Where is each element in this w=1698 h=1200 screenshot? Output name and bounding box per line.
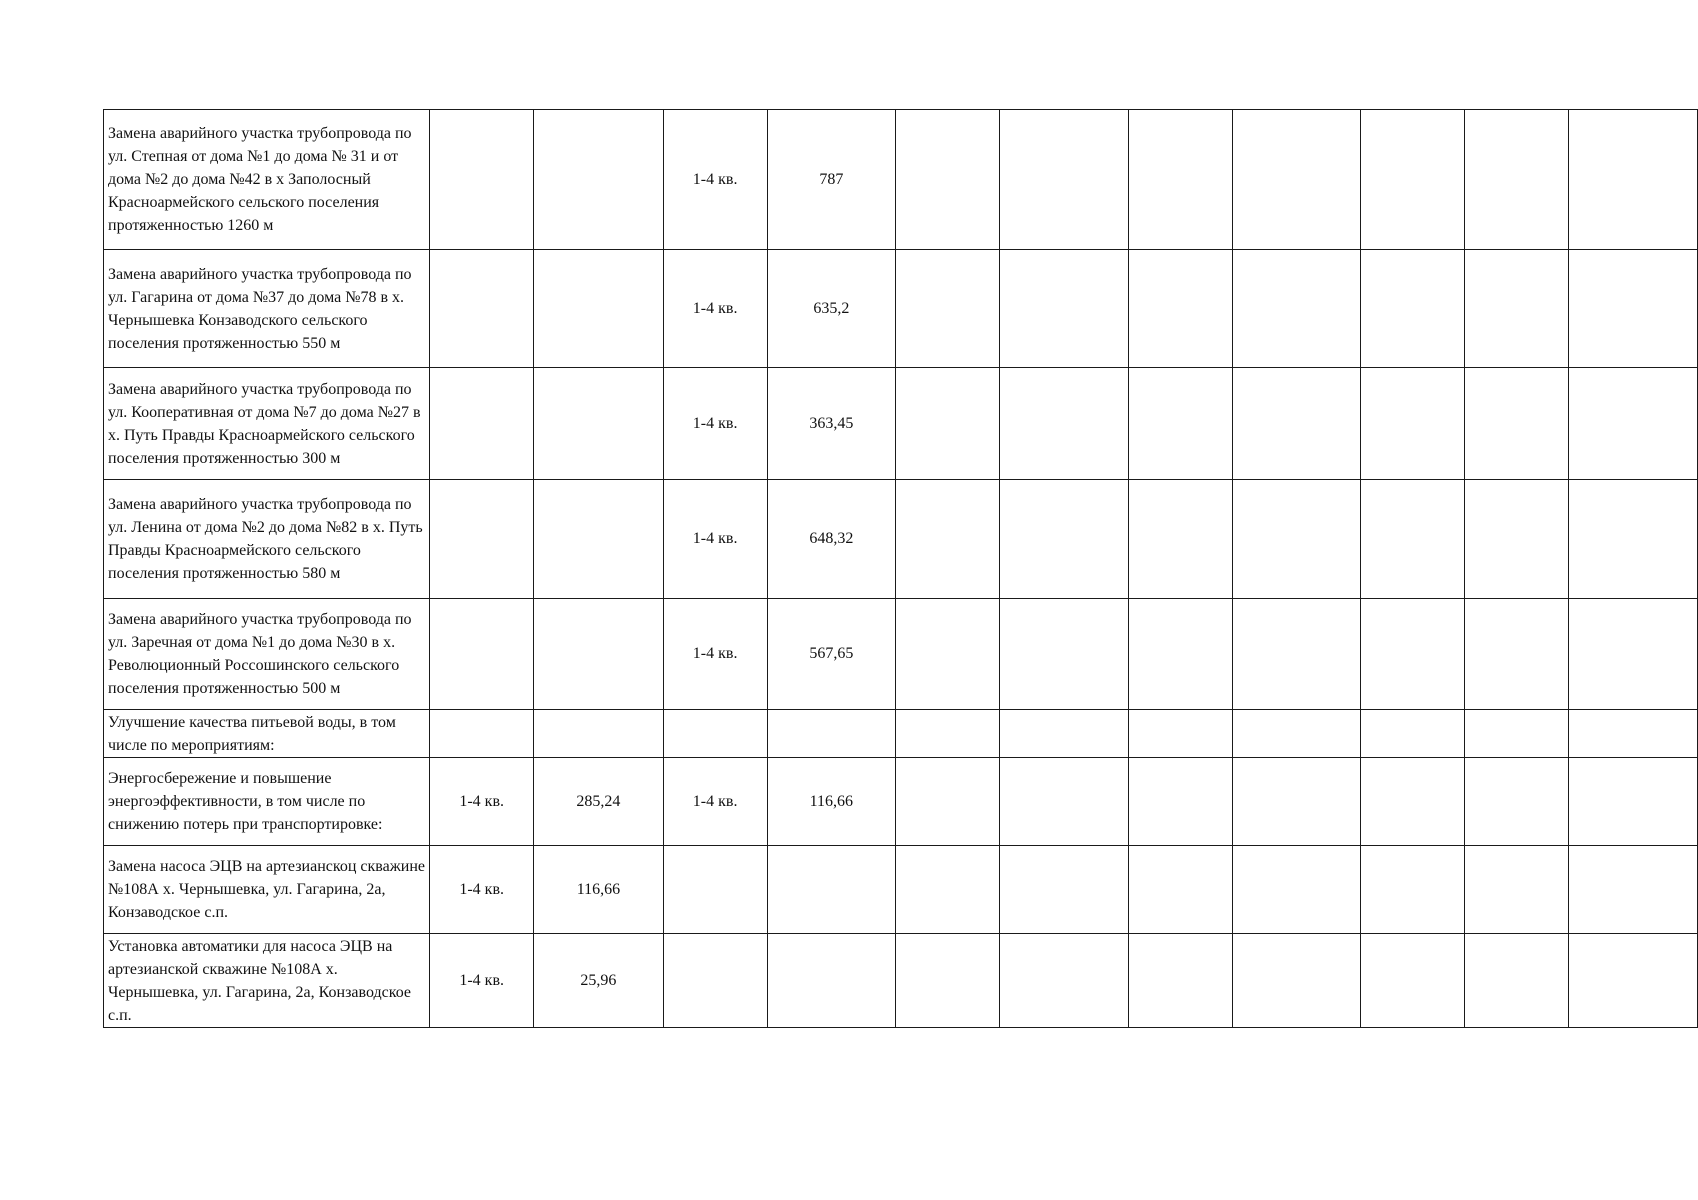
cell-col-3: 1-4 кв. [663, 368, 767, 480]
cell-col-5 [896, 599, 1000, 710]
cell-col-1: 1-4 кв. [430, 934, 534, 1028]
cell-col-8 [1232, 368, 1360, 480]
row-description: Замена аварийного участка трубопровода по ул. Степная от дома №1 до дома № 31 и от дома №2 до дома №42 в х Заполосный Красноармейского сельского поселения протяженностью 1260 м [104, 110, 430, 250]
cell-col-5 [896, 934, 1000, 1028]
row-description: Замена аварийного участка трубопровода по ул. Гагарина от дома №37 до дома №78 в х. Чернышевка Конзаводского сельского поселения протяженностью 550 м [104, 250, 430, 368]
table-row [104, 934, 1698, 1028]
cell-col-10 [1464, 480, 1569, 599]
cell-col-8 [1232, 110, 1360, 250]
cell-col-2: 285,24 [534, 758, 664, 846]
cell-col-3: 1-4 кв. [663, 480, 767, 599]
cell-col-7 [1129, 599, 1233, 710]
row-description: Замена аварийного участка трубопровода по ул. Заречная от дома №1 до дома №30 в х. Революционный Россошинского сельского поселения протяженностью 500 м [104, 599, 430, 710]
cell-col-4: 363,45 [767, 368, 896, 480]
cell-col-9 [1361, 934, 1465, 1028]
cell-col-9 [1361, 250, 1465, 368]
cell-col-3: 1-4 кв. [663, 250, 767, 368]
cell-col-11 [1569, 480, 1698, 599]
cell-col-8 [1232, 250, 1360, 368]
cell-col-4: 648,32 [767, 480, 896, 599]
cell-col-1 [430, 710, 534, 758]
cell-col-3: 1-4 кв. [663, 758, 767, 846]
cell-col-6 [999, 934, 1128, 1028]
cell-col-2 [534, 599, 664, 710]
cell-col-10 [1464, 250, 1569, 368]
cell-col-7 [1129, 934, 1233, 1028]
cell-col-10 [1464, 368, 1569, 480]
cell-col-9 [1361, 758, 1465, 846]
cell-col-7 [1129, 110, 1233, 250]
cell-col-7 [1129, 710, 1233, 758]
table-row [104, 250, 1698, 368]
cell-col-11 [1569, 599, 1698, 710]
table-row [104, 758, 1698, 846]
cell-col-3 [663, 846, 767, 934]
cell-col-10 [1464, 758, 1569, 846]
program-table [103, 109, 1698, 1028]
cell-col-8 [1232, 934, 1360, 1028]
cell-col-2 [534, 110, 664, 250]
table-row [104, 110, 1698, 250]
cell-col-3: 1-4 кв. [663, 110, 767, 250]
cell-col-1 [430, 250, 534, 368]
cell-col-6 [999, 480, 1128, 599]
cell-col-6 [999, 110, 1128, 250]
cell-col-9 [1361, 368, 1465, 480]
cell-col-5 [896, 710, 1000, 758]
cell-col-6 [999, 368, 1128, 480]
cell-col-10 [1464, 934, 1569, 1028]
row-description: Установка автоматики для насоса ЭЦВ на артезианской скважине №108А х. Чернышевка, ул. Гагарина, 2а, Конзаводское с.п. [104, 934, 430, 1028]
cell-col-1 [430, 368, 534, 480]
cell-col-4 [767, 846, 896, 934]
cell-col-5 [896, 758, 1000, 846]
cell-col-8 [1232, 710, 1360, 758]
cell-col-10 [1464, 110, 1569, 250]
row-description: Улучшение качества питьевой воды, в том числе по мероприятиям: [104, 710, 430, 758]
cell-col-1 [430, 599, 534, 710]
cell-col-1: 1-4 кв. [430, 758, 534, 846]
cell-col-7 [1129, 250, 1233, 368]
cell-col-4 [767, 710, 896, 758]
cell-col-11 [1569, 934, 1698, 1028]
cell-col-2: 25,96 [534, 934, 664, 1028]
cell-col-3: 1-4 кв. [663, 599, 767, 710]
cell-col-8 [1232, 758, 1360, 846]
cell-col-8 [1232, 599, 1360, 710]
cell-col-6 [999, 846, 1128, 934]
cell-col-7 [1129, 758, 1233, 846]
table-row [104, 368, 1698, 480]
cell-col-11 [1569, 110, 1698, 250]
cell-col-3 [663, 934, 767, 1028]
cell-col-9 [1361, 480, 1465, 599]
cell-col-2 [534, 480, 664, 599]
cell-col-9 [1361, 110, 1465, 250]
cell-col-4: 787 [767, 110, 896, 250]
cell-col-4: 116,66 [767, 758, 896, 846]
cell-col-6 [999, 710, 1128, 758]
cell-col-9 [1361, 710, 1465, 758]
row-description: Энергосбережение и повышение энергоэффективности, в том числе по снижению потерь при транспортировке: [104, 758, 430, 846]
cell-col-11 [1569, 758, 1698, 846]
cell-col-8 [1232, 480, 1360, 599]
cell-col-1 [430, 480, 534, 599]
table-row [104, 480, 1698, 599]
cell-col-11 [1569, 250, 1698, 368]
cell-col-4 [767, 934, 896, 1028]
cell-col-6 [999, 250, 1128, 368]
row-description: Замена аварийного участка трубопровода по ул. Кооперативная от дома №7 до дома №27 в х. Путь Правды Красноармейского сельского поселения протяженностью 300 м [104, 368, 430, 480]
cell-col-1 [430, 110, 534, 250]
cell-col-5 [896, 368, 1000, 480]
row-description: Замена насоса ЭЦВ на артезианскоц скважине №108А х. Чернышевка, ул. Гагарина, 2а, Конзаводское с.п. [104, 846, 430, 934]
table-row [104, 599, 1698, 710]
cell-col-2 [534, 250, 664, 368]
cell-col-11 [1569, 368, 1698, 480]
cell-col-10 [1464, 846, 1569, 934]
cell-col-2 [534, 710, 664, 758]
cell-col-2: 116,66 [534, 846, 664, 934]
cell-col-11 [1569, 846, 1698, 934]
cell-col-9 [1361, 599, 1465, 710]
cell-col-7 [1129, 368, 1233, 480]
cell-col-4: 635,2 [767, 250, 896, 368]
cell-col-5 [896, 110, 1000, 250]
cell-col-10 [1464, 599, 1569, 710]
row-description: Замена аварийного участка трубопровода по ул. Ленина от дома №2 до дома №82 в х. Путь Правды Красноармейского сельского поселения протяженностью 580 м [104, 480, 430, 599]
cell-col-9 [1361, 846, 1465, 934]
table-row [104, 710, 1698, 758]
cell-col-3 [663, 710, 767, 758]
cell-col-4: 567,65 [767, 599, 896, 710]
cell-col-6 [999, 758, 1128, 846]
cell-col-7 [1129, 846, 1233, 934]
cell-col-2 [534, 368, 664, 480]
cell-col-5 [896, 480, 1000, 599]
cell-col-10 [1464, 710, 1569, 758]
cell-col-5 [896, 846, 1000, 934]
cell-col-8 [1232, 846, 1360, 934]
table-row [104, 846, 1698, 934]
cell-col-1: 1-4 кв. [430, 846, 534, 934]
cell-col-6 [999, 599, 1128, 710]
cell-col-5 [896, 250, 1000, 368]
cell-col-11 [1569, 710, 1698, 758]
cell-col-7 [1129, 480, 1233, 599]
